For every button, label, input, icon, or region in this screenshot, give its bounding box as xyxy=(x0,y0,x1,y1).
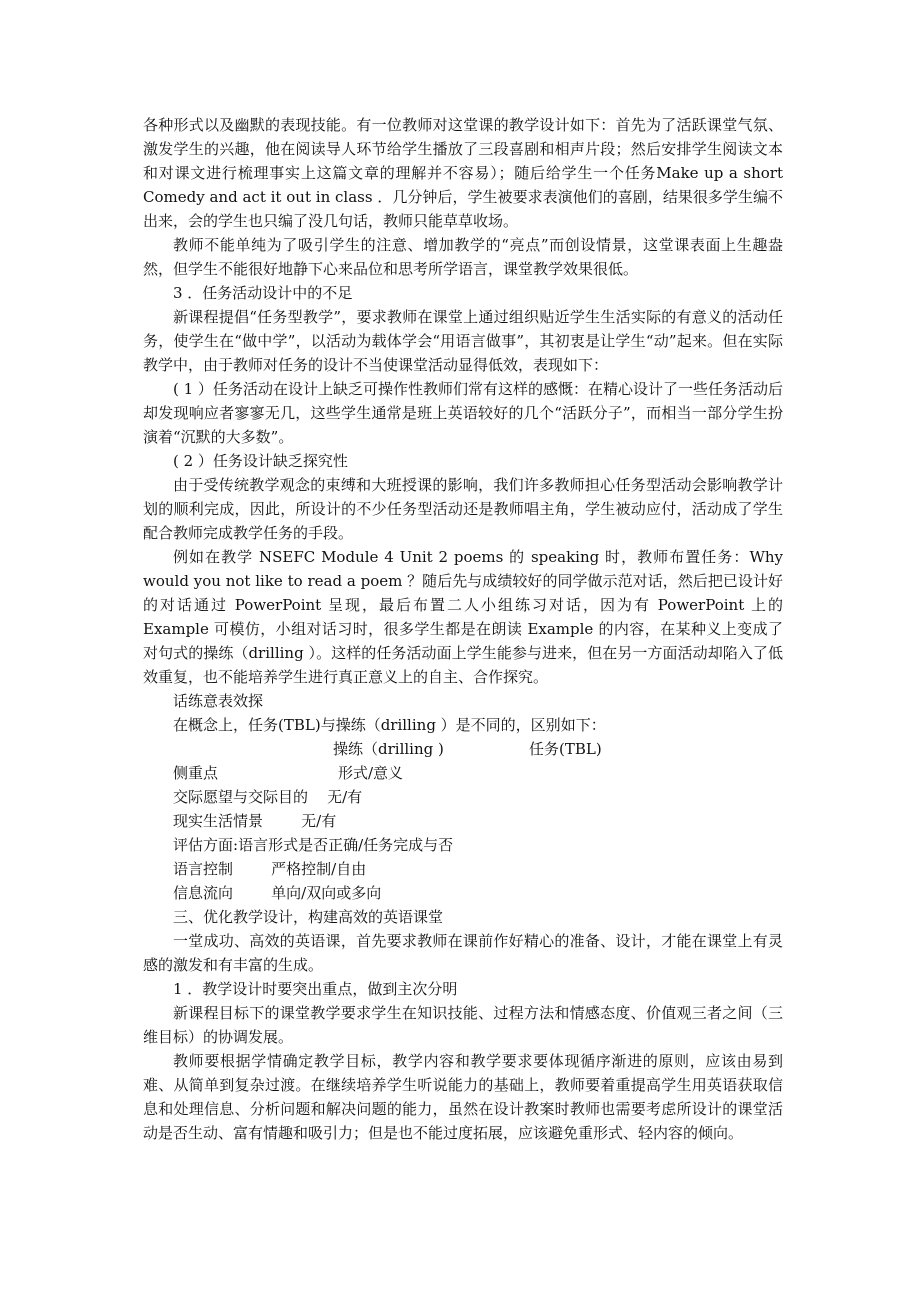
row-value: 形式/意义 xyxy=(338,764,404,782)
paragraph-situation-critique: 教师不能单纯为了吸引学生的注意、增加教学的“亮点”而创设情景，这堂课表面上生趣盎然，但学生不能很好地静下心来品位和思考所学语言，课堂教学效果很低。 xyxy=(143,236,783,278)
paragraph-task-based-teaching: 新课程提倡“任务型教学”，要求教师在课堂上通过组织贴近学生生活实际的有意义的活动任务，使学生在“做中学”，以活动为载体学会“用语言做事”，其初衷是让学生“动”起来。但在实际教学中，由于教师对任务的设计不当使课堂活动显得低效，表现如下： xyxy=(143,308,783,374)
document-body xyxy=(143,113,783,1145)
row-separator xyxy=(233,884,271,902)
comparison-row xyxy=(143,761,783,785)
row-label: 评估方面: xyxy=(173,836,239,854)
comparison-row xyxy=(143,881,783,905)
row-value: 无/有 xyxy=(301,812,337,830)
section-3-heading: 三、优化教学设计，构建高效的英语课堂 xyxy=(173,908,444,926)
section-3-intro: 一堂成功、高效的英语课，首先要求教师在课前作好精心的准备、设计，才能在课堂上有灵感的激发和有丰富的生成。 xyxy=(143,932,783,974)
paragraph-three-dimensional-goals: 新课程目标下的课堂教学要求学生在知识技能、过程方法和情感态度、价值观三者之间（三维目标）的协调发展。 xyxy=(143,1004,783,1046)
paragraph-example-poems: 例如在教学 NSEFC Module 4 Unit 2 poems 的 speaking 时，教师布置任务：Why would you not like to read a poem ？随后先与成绩较好的同学做示范对话，然后把已设计好的对话通过 PowerPoint 呈现，最后布置二人小组练习对话，因为有 PowerPoint 上的 Example 可模仿，小组对话习时，很多学生都是在朗读 Example 的内容，在某种义上变成了对句式的操练（drilling ）。这样的任务活动面上学生能参与进来，但在另一方面活动却陷入了低效重复，也不能培养学生进行真正意义上的自主、合作探究。 xyxy=(143,548,783,686)
row-label: 侧重点 xyxy=(173,764,219,782)
heading-point-2: ( 2 ）任务设计缺乏探究性 xyxy=(173,452,348,470)
comparison-row xyxy=(143,809,783,833)
comparison-row xyxy=(143,833,783,857)
comparison-row xyxy=(143,857,783,881)
paragraph-lesson-design: 各种形式以及幽默的表现技能。有一位教师对这堂课的教学设计如下：首先为了活跃课堂气氛、激发学生的兴趣，他在阅读导人环节给学生播放了三段喜剧和相声片段；然后安排学生阅读文本和对课文进行梳理事实上这篇文章的理解并不容易）；随后给学生一个任务Make up a short Comedy and act it out in class ．几分钟后，学生被要求表演他们的喜剧，结果很多学生编不出来，会的学生也只编了没几句话，教师只能草草收场。 xyxy=(143,116,783,230)
row-value: 严格控制/自由 xyxy=(271,860,367,878)
column-drilling: 操练（drilling ) xyxy=(333,740,444,758)
row-value: 单向/双向或多向 xyxy=(271,884,382,902)
row-separator xyxy=(263,812,301,830)
row-value: 语言形式是否正确/任务完成与否 xyxy=(238,836,454,854)
paragraph-traditional-constraints: 由于受传统教学观念的束缚和大班授课的影响，我们许多教师担心任务型活动会影响教学计划的顺利完成，因此，所设计的不少任务型活动还是教师唱主角，学生被动应付，活动成了学生配合教师完成教学任务的手段。 xyxy=(143,476,783,542)
subsection-1-heading: 1 ．教学设计时要突出重点，做到主次分明 xyxy=(173,980,458,998)
comparison-row xyxy=(143,785,783,809)
row-label: 信息流向 xyxy=(173,884,234,902)
row-label: 语言控制 xyxy=(173,860,234,878)
row-label: 交际愿望与交际目的 xyxy=(173,788,309,806)
comparison-header xyxy=(143,737,783,761)
row-separator xyxy=(308,788,327,806)
column-task: 任务(TBL) xyxy=(529,740,602,758)
heading-fragment: 话练意表效探 xyxy=(173,692,264,710)
paragraph-teaching-objectives: 教师要根据学情确定教学目标，教学内容和教学要求要体现循序渐进的原则，应该由易到难、从简单到复杂过渡。在继续培养学生听说能力的基础上，教师要着重提高学生用英语获取信息和处理信息、分析问题和解决问题的能力，虽然在设计教案时教师也需要考虑所设计的课堂活动是否生动、富有情趣和吸引力；但是也不能过度拓展，应该避免重形式、轻内容的倾向。 xyxy=(143,1052,783,1142)
row-value: 无/有 xyxy=(327,788,363,806)
paragraph-concept-difference: 在概念上，任务(TBL)与操练（drilling ）是不同的，区别如下： xyxy=(173,716,606,734)
paragraph-point-1: ( 1 ）任务活动在设计上缺乏可操作性教师们常有这样的感慨：在精心设计了一些任务活动后却发现响应者寥寥无几，这些学生通常是班上英语较好的几个“活跃分子”，而相当一部分学生扮演着“沉默的大多数”。 xyxy=(143,380,783,446)
row-separator xyxy=(233,860,271,878)
heading-task-design-shortcomings: 3 ．任务活动设计中的不足 xyxy=(173,284,353,302)
row-label: 现实生活情景 xyxy=(173,812,264,830)
